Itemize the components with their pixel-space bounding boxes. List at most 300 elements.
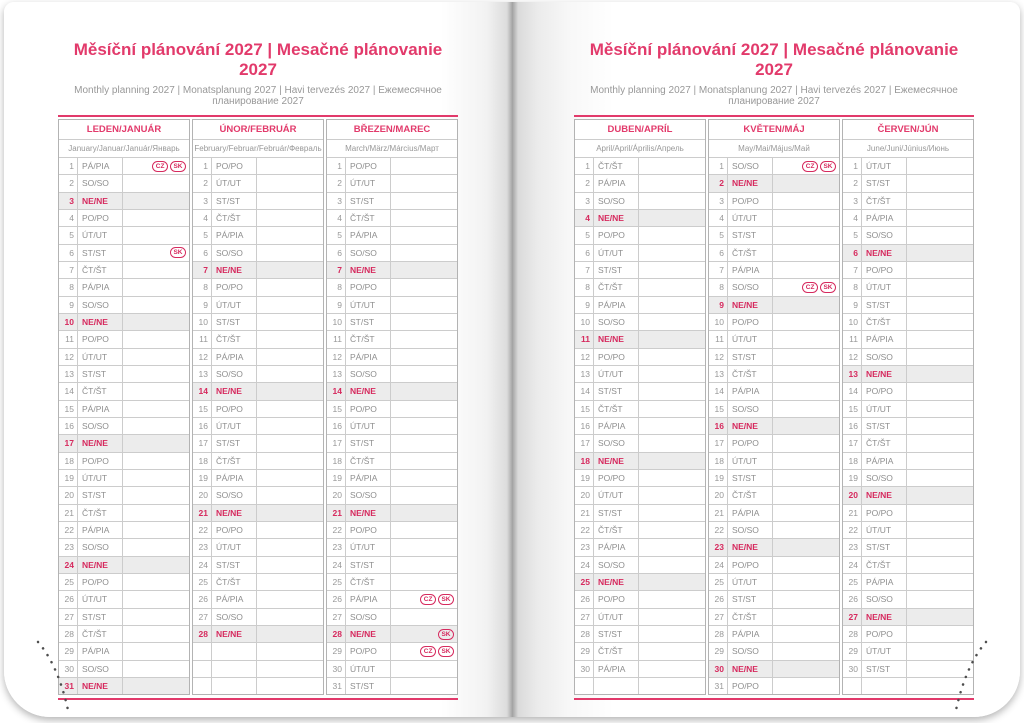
cz-holiday-badge: CZ [420, 646, 436, 657]
day-number: 15 [843, 401, 862, 417]
day-of-week: SO/SO [862, 470, 907, 486]
diary-open-spread [4, 2, 1020, 717]
day-of-week: NE/NE [728, 175, 773, 191]
notes-cell [907, 453, 973, 469]
day-of-week: ČT/ŠT [862, 557, 907, 573]
day-number: 30 [843, 661, 862, 677]
notes-cell [257, 505, 323, 521]
month-header [327, 120, 457, 158]
day-number: 27 [709, 609, 728, 625]
day-number: 11 [709, 331, 728, 347]
day-of-week: NE/NE [728, 539, 773, 555]
day-row [59, 245, 189, 262]
notes-cell [123, 279, 189, 295]
day-row [327, 245, 457, 262]
notes-cell [907, 470, 973, 486]
day-of-week: ČT/ŠT [594, 522, 639, 538]
day-of-week: NE/NE [78, 678, 123, 694]
day-row [327, 435, 457, 452]
day-row [575, 453, 705, 470]
day-row [59, 609, 189, 626]
day-number: 18 [59, 453, 78, 469]
day-number: 8 [327, 279, 346, 295]
day-number: 26 [59, 591, 78, 607]
day-number: 8 [843, 279, 862, 295]
sk-holiday-badge: SK [820, 282, 836, 293]
day-number: 23 [575, 539, 594, 555]
day-number: 16 [193, 418, 212, 434]
day-of-week: ÚT/UT [862, 401, 907, 417]
day-row [843, 539, 973, 556]
day-row [575, 557, 705, 574]
day-of-week: NE/NE [78, 435, 123, 451]
day-of-week: ČT/ŠT [212, 210, 257, 226]
notes-cell [123, 210, 189, 226]
day-of-week: PO/PO [594, 470, 639, 486]
notes-cell [773, 626, 839, 642]
day-number [843, 678, 862, 694]
day-row [193, 591, 323, 608]
day-of-week: ČT/ŠT [212, 574, 257, 590]
notes-cell [639, 661, 705, 677]
day-number: 14 [59, 383, 78, 399]
day-row [193, 366, 323, 383]
day-row [709, 470, 839, 487]
day-of-week: ST/ST [862, 175, 907, 191]
day-row [59, 678, 189, 694]
notes-cell [257, 609, 323, 625]
month-title: BŘEZEN/MAREC [327, 120, 457, 140]
day-of-week: NE/NE [212, 262, 257, 278]
day-row [327, 279, 457, 296]
day-row [709, 279, 839, 296]
day-row [843, 175, 973, 192]
day-of-week: ST/ST [594, 626, 639, 642]
day-of-week: SO/SO [78, 661, 123, 677]
day-number: 19 [193, 470, 212, 486]
day-number: 30 [59, 661, 78, 677]
day-row [843, 210, 973, 227]
day-number: 2 [327, 175, 346, 191]
day-row [709, 418, 839, 435]
day-row [327, 626, 457, 643]
day-row [575, 227, 705, 244]
day-row [575, 245, 705, 262]
notes-cell [639, 366, 705, 382]
day-of-week: SO/SO [212, 245, 257, 261]
day-number: 12 [327, 349, 346, 365]
day-of-week: ČT/ŠT [78, 262, 123, 278]
day-row [843, 435, 973, 452]
day-number: 6 [709, 245, 728, 261]
notes-cell [773, 158, 839, 174]
bottom-divider-rule [58, 698, 458, 700]
day-row [843, 418, 973, 435]
day-row [575, 366, 705, 383]
day-number: 16 [843, 418, 862, 434]
day-number: 9 [193, 297, 212, 313]
notes-cell [639, 175, 705, 191]
notes-cell [907, 175, 973, 191]
day-row [709, 401, 839, 418]
day-number: 2 [843, 175, 862, 191]
notes-cell [123, 331, 189, 347]
day-number: 23 [193, 539, 212, 555]
day-of-week: ÚT/UT [594, 487, 639, 503]
day-of-week: PO/PO [728, 557, 773, 573]
month-subtitle: January/Januar/Január/Январь [59, 140, 189, 158]
day-row [709, 245, 839, 262]
notes-cell [773, 522, 839, 538]
day-row [843, 557, 973, 574]
day-row [709, 591, 839, 608]
day-row [575, 609, 705, 626]
day-number [575, 678, 594, 694]
day-row [193, 158, 323, 175]
day-number: 9 [709, 297, 728, 313]
day-row [843, 262, 973, 279]
day-of-week: PO/PO [728, 678, 773, 694]
day-row [843, 331, 973, 348]
day-of-week: ÚT/UT [594, 366, 639, 382]
day-row [193, 487, 323, 504]
notes-cell [257, 227, 323, 243]
left-page-content [58, 2, 458, 700]
day-number: 7 [709, 262, 728, 278]
day-row [327, 366, 457, 383]
notes-cell [257, 643, 323, 659]
day-of-week: PÁ/PIA [78, 401, 123, 417]
day-of-week: PÁ/PIA [78, 522, 123, 538]
notes-cell [773, 470, 839, 486]
top-divider-rule [58, 115, 458, 117]
notes-cell [123, 574, 189, 590]
cz-holiday-badge: CZ [420, 594, 436, 605]
day-of-week: PO/PO [346, 522, 391, 538]
day-of-week: PÁ/PIA [728, 262, 773, 278]
day-number: 20 [193, 487, 212, 503]
day-number: 6 [193, 245, 212, 261]
stitch-dots-icon [28, 639, 74, 714]
notes-cell [639, 435, 705, 451]
notes-cell [123, 522, 189, 538]
month-header [843, 120, 973, 158]
day-row [193, 678, 323, 694]
notes-cell [123, 626, 189, 642]
notes-cell [123, 453, 189, 469]
notes-cell [907, 314, 973, 330]
day-of-week: SO/SO [594, 435, 639, 451]
day-row [59, 383, 189, 400]
day-of-week: ÚT/UT [346, 175, 391, 191]
day-number: 24 [575, 557, 594, 573]
months-grid [574, 119, 974, 695]
notes-cell [639, 314, 705, 330]
notes-cell [257, 487, 323, 503]
day-number: 19 [575, 470, 594, 486]
notes-cell [391, 522, 457, 538]
notes-cell [391, 609, 457, 625]
day-row [193, 453, 323, 470]
sk-holiday-badge: SK [438, 629, 454, 640]
notes-cell [907, 487, 973, 503]
day-number: 17 [709, 435, 728, 451]
notes-cell [639, 574, 705, 590]
day-of-week: SO/SO [594, 314, 639, 330]
day-row [709, 453, 839, 470]
day-number: 13 [59, 366, 78, 382]
day-row [709, 557, 839, 574]
day-row [843, 227, 973, 244]
day-of-week: ČT/ŠT [78, 505, 123, 521]
notes-cell [257, 158, 323, 174]
day-row [327, 349, 457, 366]
day-number: 25 [843, 574, 862, 590]
day-number: 4 [327, 210, 346, 226]
day-of-week: PÁ/PIA [346, 470, 391, 486]
day-row [193, 210, 323, 227]
day-row [843, 366, 973, 383]
notes-cell [123, 591, 189, 607]
day-number: 22 [193, 522, 212, 538]
day-number: 28 [59, 626, 78, 642]
day-row [327, 522, 457, 539]
notes-cell [123, 418, 189, 434]
month-title: LEDEN/JANUÁR [59, 120, 189, 140]
day-row [709, 175, 839, 192]
month-subtitle: June/Juni/Június/Июнь [843, 140, 973, 158]
day-number: 8 [575, 279, 594, 295]
month-days [575, 158, 705, 694]
day-of-week: PO/PO [212, 522, 257, 538]
day-of-week: PO/PO [594, 591, 639, 607]
day-row [193, 505, 323, 522]
cz-holiday-badge: CZ [802, 161, 818, 172]
day-of-week: PO/PO [728, 314, 773, 330]
notes-cell [123, 661, 189, 677]
day-of-week: ÚT/UT [346, 539, 391, 555]
day-number: 27 [327, 609, 346, 625]
day-row [327, 401, 457, 418]
day-row [709, 643, 839, 660]
day-of-week: ČT/ŠT [346, 574, 391, 590]
day-number: 14 [575, 383, 594, 399]
page-title: Měsíční plánování 2027 | Mesačné plánovanie 2027 [589, 40, 959, 79]
day-number: 10 [709, 314, 728, 330]
day-row [193, 314, 323, 331]
day-of-week: NE/NE [728, 297, 773, 313]
day-of-week: PO/PO [862, 383, 907, 399]
day-of-week: ČT/ŠT [594, 401, 639, 417]
day-row [709, 678, 839, 694]
left-page [4, 2, 512, 717]
day-of-week: ST/ST [346, 557, 391, 573]
notes-cell [639, 297, 705, 313]
day-number: 23 [327, 539, 346, 555]
notes-cell [257, 626, 323, 642]
day-of-week: NE/NE [78, 193, 123, 209]
day-number: 6 [327, 245, 346, 261]
day-number: 2 [575, 175, 594, 191]
month-title: DUBEN/APRÍL [575, 120, 705, 140]
day-number: 29 [709, 643, 728, 659]
day-number: 8 [193, 279, 212, 295]
notes-cell [773, 661, 839, 677]
day-row [709, 314, 839, 331]
notes-cell [257, 522, 323, 538]
day-row [327, 314, 457, 331]
day-number: 16 [709, 418, 728, 434]
day-of-week: ČT/ŠT [78, 626, 123, 642]
day-of-week [862, 678, 907, 694]
day-of-week: PO/PO [78, 453, 123, 469]
day-number: 31 [327, 678, 346, 694]
day-of-week: PÁ/PIA [346, 227, 391, 243]
day-number: 25 [575, 574, 594, 590]
day-of-week: PÁ/PIA [212, 349, 257, 365]
day-of-week: ÚT/UT [862, 643, 907, 659]
day-of-week: ČT/ŠT [212, 453, 257, 469]
notes-cell [391, 557, 457, 573]
month-table [842, 119, 974, 695]
notes-cell [907, 245, 973, 261]
day-of-week: PÁ/PIA [594, 539, 639, 555]
day-number: 25 [327, 574, 346, 590]
day-number: 5 [193, 227, 212, 243]
day-row [327, 643, 457, 660]
day-number: 21 [59, 505, 78, 521]
day-of-week: NE/NE [862, 609, 907, 625]
day-row [575, 158, 705, 175]
day-row [59, 193, 189, 210]
day-number: 6 [843, 245, 862, 261]
day-of-week: NE/NE [594, 331, 639, 347]
day-of-week: ÚT/UT [594, 245, 639, 261]
day-number: 3 [59, 193, 78, 209]
month-days [193, 158, 323, 694]
day-row [709, 262, 839, 279]
day-of-week: NE/NE [346, 626, 391, 642]
notes-cell [773, 453, 839, 469]
notes-cell [639, 643, 705, 659]
day-of-week: ČT/ŠT [594, 643, 639, 659]
day-of-week: ÚT/UT [346, 297, 391, 313]
day-of-week: SO/SO [728, 401, 773, 417]
notes-cell [639, 331, 705, 347]
day-number: 11 [575, 331, 594, 347]
day-row [843, 453, 973, 470]
day-number: 20 [709, 487, 728, 503]
notes-cell [391, 487, 457, 503]
notes-cell [639, 279, 705, 295]
notes-cell [639, 158, 705, 174]
day-row [327, 591, 457, 608]
notes-cell [257, 349, 323, 365]
day-number: 20 [575, 487, 594, 503]
day-number: 5 [327, 227, 346, 243]
day-row [575, 314, 705, 331]
day-of-week: ST/ST [346, 678, 391, 694]
day-row [709, 522, 839, 539]
months-grid [58, 119, 458, 695]
day-of-week: SO/SO [594, 193, 639, 209]
day-of-week: SO/SO [78, 418, 123, 434]
month-title: ÚNOR/FEBRUÁR [193, 120, 323, 140]
notes-cell [773, 227, 839, 243]
day-number: 30 [575, 661, 594, 677]
notes-cell [257, 383, 323, 399]
day-of-week: ST/ST [212, 435, 257, 451]
notes-cell [257, 557, 323, 573]
day-of-week: ČT/ŠT [728, 366, 773, 382]
day-number: 27 [59, 609, 78, 625]
sk-holiday-badge: SK [438, 594, 454, 605]
day-number: 5 [59, 227, 78, 243]
day-number: 3 [709, 193, 728, 209]
day-row [575, 383, 705, 400]
notes-cell [391, 453, 457, 469]
day-number: 15 [709, 401, 728, 417]
day-number: 2 [193, 175, 212, 191]
notes-cell [773, 487, 839, 503]
day-number: 12 [709, 349, 728, 365]
notes-cell [773, 262, 839, 278]
day-row [843, 574, 973, 591]
day-row [709, 158, 839, 175]
day-row [575, 175, 705, 192]
notes-cell [123, 470, 189, 486]
day-number: 5 [843, 227, 862, 243]
notes-cell [907, 349, 973, 365]
notes-cell [123, 175, 189, 191]
notes-cell [639, 401, 705, 417]
month-subtitle: March/März/Március/Март [327, 140, 457, 158]
day-number: 17 [327, 435, 346, 451]
day-number: 4 [843, 210, 862, 226]
day-of-week: ST/ST [594, 262, 639, 278]
day-number: 24 [709, 557, 728, 573]
day-of-week: SO/SO [862, 227, 907, 243]
day-row [843, 349, 973, 366]
day-number: 14 [843, 383, 862, 399]
day-of-week: PÁ/PIA [728, 505, 773, 521]
day-row [575, 522, 705, 539]
notes-cell [257, 245, 323, 261]
day-number: 1 [327, 158, 346, 174]
notes-cell [123, 262, 189, 278]
day-number: 24 [843, 557, 862, 573]
notes-cell [257, 366, 323, 382]
day-row [575, 678, 705, 694]
day-of-week: ČT/ŠT [346, 331, 391, 347]
day-row [327, 418, 457, 435]
notes-cell [639, 227, 705, 243]
day-row [193, 383, 323, 400]
notes-cell [773, 279, 839, 295]
notes-cell [773, 539, 839, 555]
notes-cell [773, 401, 839, 417]
month-subtitle: May/Mai/Május/Май [709, 140, 839, 158]
day-of-week: ST/ST [728, 591, 773, 607]
day-number: 7 [575, 262, 594, 278]
month-title: KVĚTEN/MÁJ [709, 120, 839, 140]
notes-cell [257, 574, 323, 590]
month-days [327, 158, 457, 694]
day-number: 6 [575, 245, 594, 261]
day-row [327, 661, 457, 678]
day-of-week: ST/ST [78, 366, 123, 382]
notes-cell [391, 279, 457, 295]
